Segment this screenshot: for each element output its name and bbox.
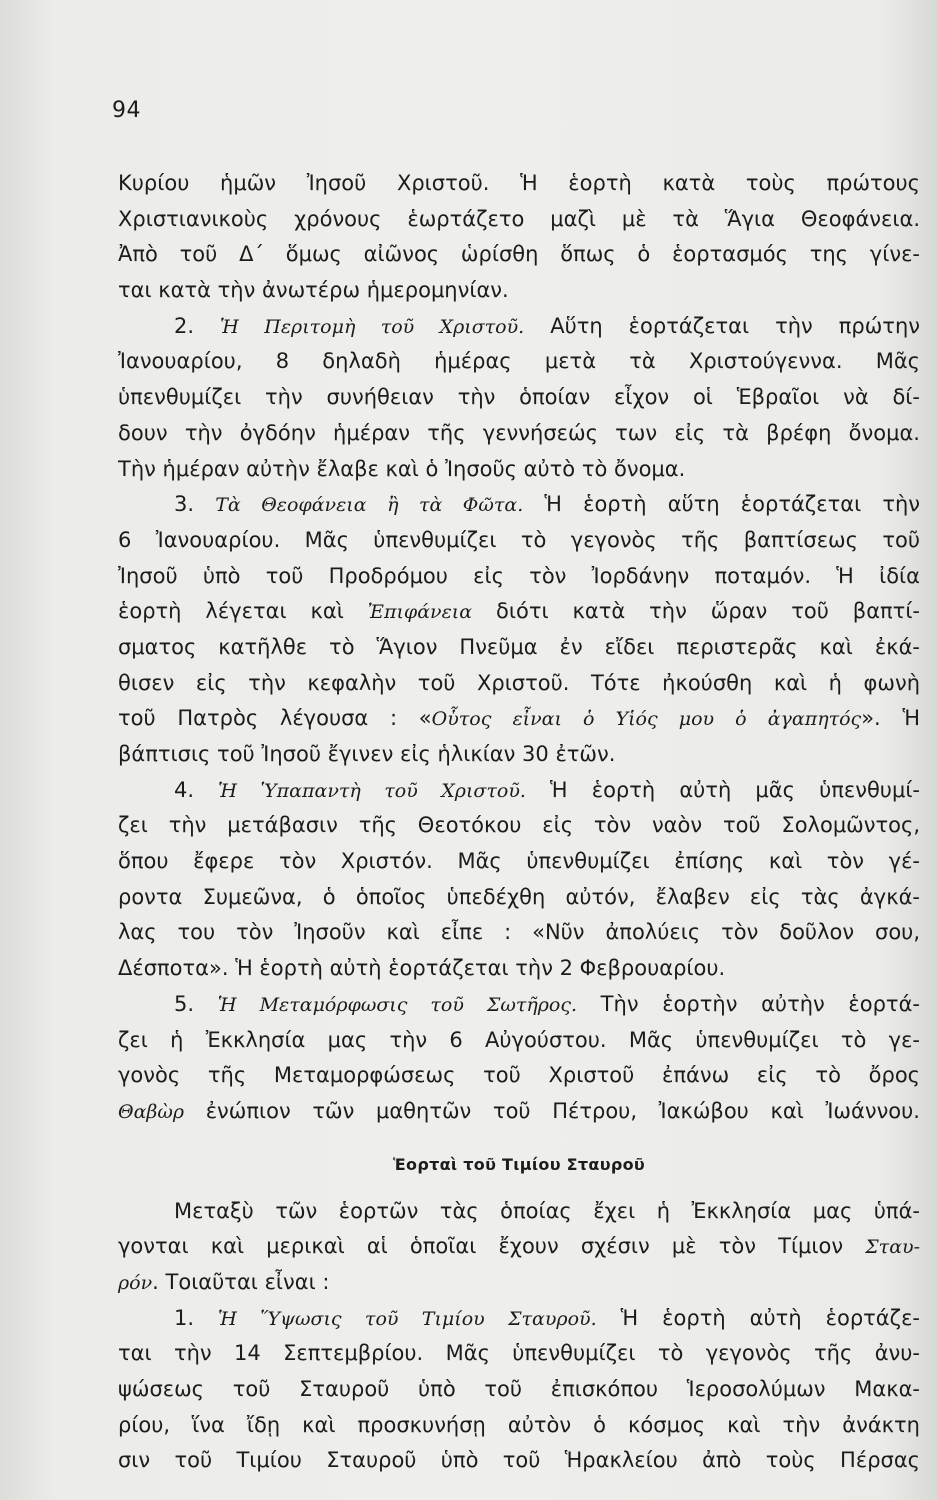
text-line: θισεν εἰς τὴν κεφαλὴν τοῦ Χριστοῦ. Τότε ἠκούσθη καὶ ἡ φωνὴ [118,670,920,695]
text-line: σματος κατῆλθε τὸ Ἅγιον Πνεῦμα ἐν εἴδει περιστερᾶς καὶ ἐκά- [118,634,920,659]
text-line: ται τὴν 14 Σεπτεμβρίου. Μᾶς ὑπενθυμίζει τὸ γεγονὸς τῆς ἀνυ- [118,1341,920,1366]
item-5-title: Ἡ Μεταμόρφωσις τοῦ Σωτῆρος. [217,993,578,1016]
epiphany-term: Ἐπιφάνεια [367,601,473,624]
item-2-first-line: 2. Ἡ Περιτομὴ τοῦ Χριστοῦ. Αὕτη ἑορτάζεται τὴν πρώτην [174,313,920,338]
item-5-first-line: 5. Ἡ Μεταμόρφωσις τοῦ Σωτῆρος. Τὴν ἑορτὴν αὐτὴν ἑορτά- [174,991,920,1016]
text-line: Τὴν ἡμέραν αὐτὴν ἔλαβε καὶ ὁ Ἰησοῦς αὐτὸ τὸ ὄνομα. [118,456,686,481]
text-line: ροντα Συμεῶνα, ὁ ὁποῖος ὑπεδέχθη αὐτόν, ἔλαβεν εἰς τὰς ἀγκά- [118,884,920,909]
item-3-title: Τὰ Θεοφάνεια ἢ τὰ Φῶτα. [215,494,524,517]
text-line: ὑπενθυμίζει τὴν συνήθειαν τὴν ὁποίαν εἶχον οἱ Ἑβραῖοι νὰ δί- [118,385,920,410]
section-heading: Ἑορταὶ τοῦ Τιμίου Σταυροῦ [393,1154,645,1174]
text-line: τοῦ Πατρὸς λέγουσα : «Οὗτος εἶναι ὁ Υἱός μου ὁ ἀγαπητός». Ἡ [118,706,920,731]
text-line: ρίου, ἵνα ἴδῃ καὶ προσκυνήσῃ αὐτὸν ὁ κόσμος καὶ τὴν ἀνάκτη [118,1412,920,1437]
item-4-title: Ἡ Ὑπαπαντὴ τοῦ Χριστοῦ. [218,779,526,802]
text-line: γονὸς τῆς Μεταμορφώσεως τοῦ Χριστοῦ ἐπάνω εἰς τὸ ὄρος [118,1063,920,1088]
tabor-term: Θαβὼρ [118,1100,185,1123]
text-line: 6 Ἰανουαρίου. Μᾶς ὑπενθυμίζει τὸ γεγονὸς τῆς βαπτίσεως τοῦ [118,527,920,552]
text-line: λας του τὸν Ἰησοῦν καὶ εἶπε : «Νῦν ἀπολύεις τὸν δοῦλον σου, [118,920,920,945]
text-line: Χριστιανικοὺς χρόνους ἑωρτάζετο μαζὶ μὲ τὰ Ἅγια Θεοφάνεια. [118,206,920,231]
text-line: δουν τὴν ὀγδόην ἡμέραν τῆς γεννήσεώς των εἰς τὰ βρέφη ὄνομα. [118,420,920,445]
text-line: ται κατὰ τὴν ἀνωτέρω ἡμερομηνίαν. [118,278,509,303]
text-line: Δέσποτα». Ἡ ἑορτὴ αὐτὴ ἑορτάζεται τὴν 2 Φεβρουαρίου. [118,956,726,981]
text-line: ρόν. Τοιαῦται εἶναι : [118,1269,330,1294]
body-text [118,166,920,1479]
text-line: Κυρίου ἡμῶν Ἰησοῦ Χριστοῦ. Ἡ ἑορτὴ κατὰ τοὺς πρώτους [118,171,920,195]
text-line: ζει τὴν μετάβασιν τῆς Θεοτόκου εἰς τὸν ναὸν τοῦ Σολομῶντος, [118,813,920,838]
text-line: ὅπου ἔφερε τὸν Χριστόν. Μᾶς ὑπενθυμίζει ἐπίσης καὶ τὸν γέ- [118,849,920,874]
text-line: Ἰησοῦ ὑπὸ τοῦ Προδρόμου εἰς τὸν Ἰορδάνην ποταμόν. Ἡ ἰδία [118,563,920,588]
cross-item-1-title: Ἡ Ὕψωσις τοῦ Τιμίου Σταυροῦ. [218,1307,597,1330]
item-3-first-line: 3. Τὰ Θεοφάνεια ἢ τὰ Φῶτα. Ἡ ἑορτὴ αὕτη ἑορτάζεται τὴν [174,492,920,517]
text-line: ψώσεως τοῦ Σταυροῦ ὑπὸ τοῦ ἐπισκόπου Ἱεροσολύμων Μακα- [118,1377,920,1401]
item-2-title: Ἡ Περιτομὴ τοῦ Χριστοῦ. [220,315,525,338]
text-line: Θαβὼρ ἐνώπιον τῶν μαθητῶν τοῦ Πέτρου, Ἰακώβου καὶ Ἰωάννου. [118,1098,920,1123]
text-line: Ἰανουαρίου, 8 δηλαδὴ ἡμέρας μετὰ τὰ Χριστούγεννα. Μᾶς [118,349,920,374]
text-line: σιν τοῦ Τιμίου Σταυροῦ ὑπὸ τοῦ Ἡρακλείου ἀπὸ τοὺς Πέρσας [118,1448,920,1473]
text-line: ἑορτὴ λέγεται καὶ Ἐπιφάνεια διότι κατὰ τὴν ὥραν τοῦ βαπτί- [118,599,920,624]
item-4-first-line: 4. Ἡ Ὑπαπαντὴ τοῦ Χριστοῦ. Ἡ ἑορτὴ αὐτὴ μᾶς ὑπενθυμί- [174,777,920,802]
page-number: 94 [112,98,141,123]
text-line: Ἀπὸ τοῦ Δ΄ ὅμως αἰῶνος ὡρίσθη ὅπως ὁ ἑορτασμός της γίνε- [118,242,920,267]
text-line: Μεταξὺ τῶν ἑορτῶν τὰς ὁποίας ἔχει ἡ Ἐκκλησία μας ὑπά- [174,1198,920,1223]
text-line: ζει ἡ Ἐκκλησία μας τὴν 6 Αὐγούστου. Μᾶς ὑπενθυμίζει τὸ γε- [118,1027,920,1052]
text-line: γονται καὶ μερικαὶ αἱ ὁποῖαι ἔχουν σχέσιν μὲ τὸν Τίμιον Σταυ- [118,1234,920,1259]
quote-italic: Οὗτος εἶναι ὁ Υἱός μου ὁ ἀγαπητός [431,708,862,731]
text-line: βάπτισις τοῦ Ἰησοῦ ἔγινεν εἰς ἡλικίαν 30 ἐτῶν. [118,742,616,766]
cross-item-1-first-line: 1. Ἡ Ὕψωσις τοῦ Τιμίου Σταυροῦ. Ἡ ἑορτὴ αὐτὴ ἑορτάζε- [174,1305,920,1330]
